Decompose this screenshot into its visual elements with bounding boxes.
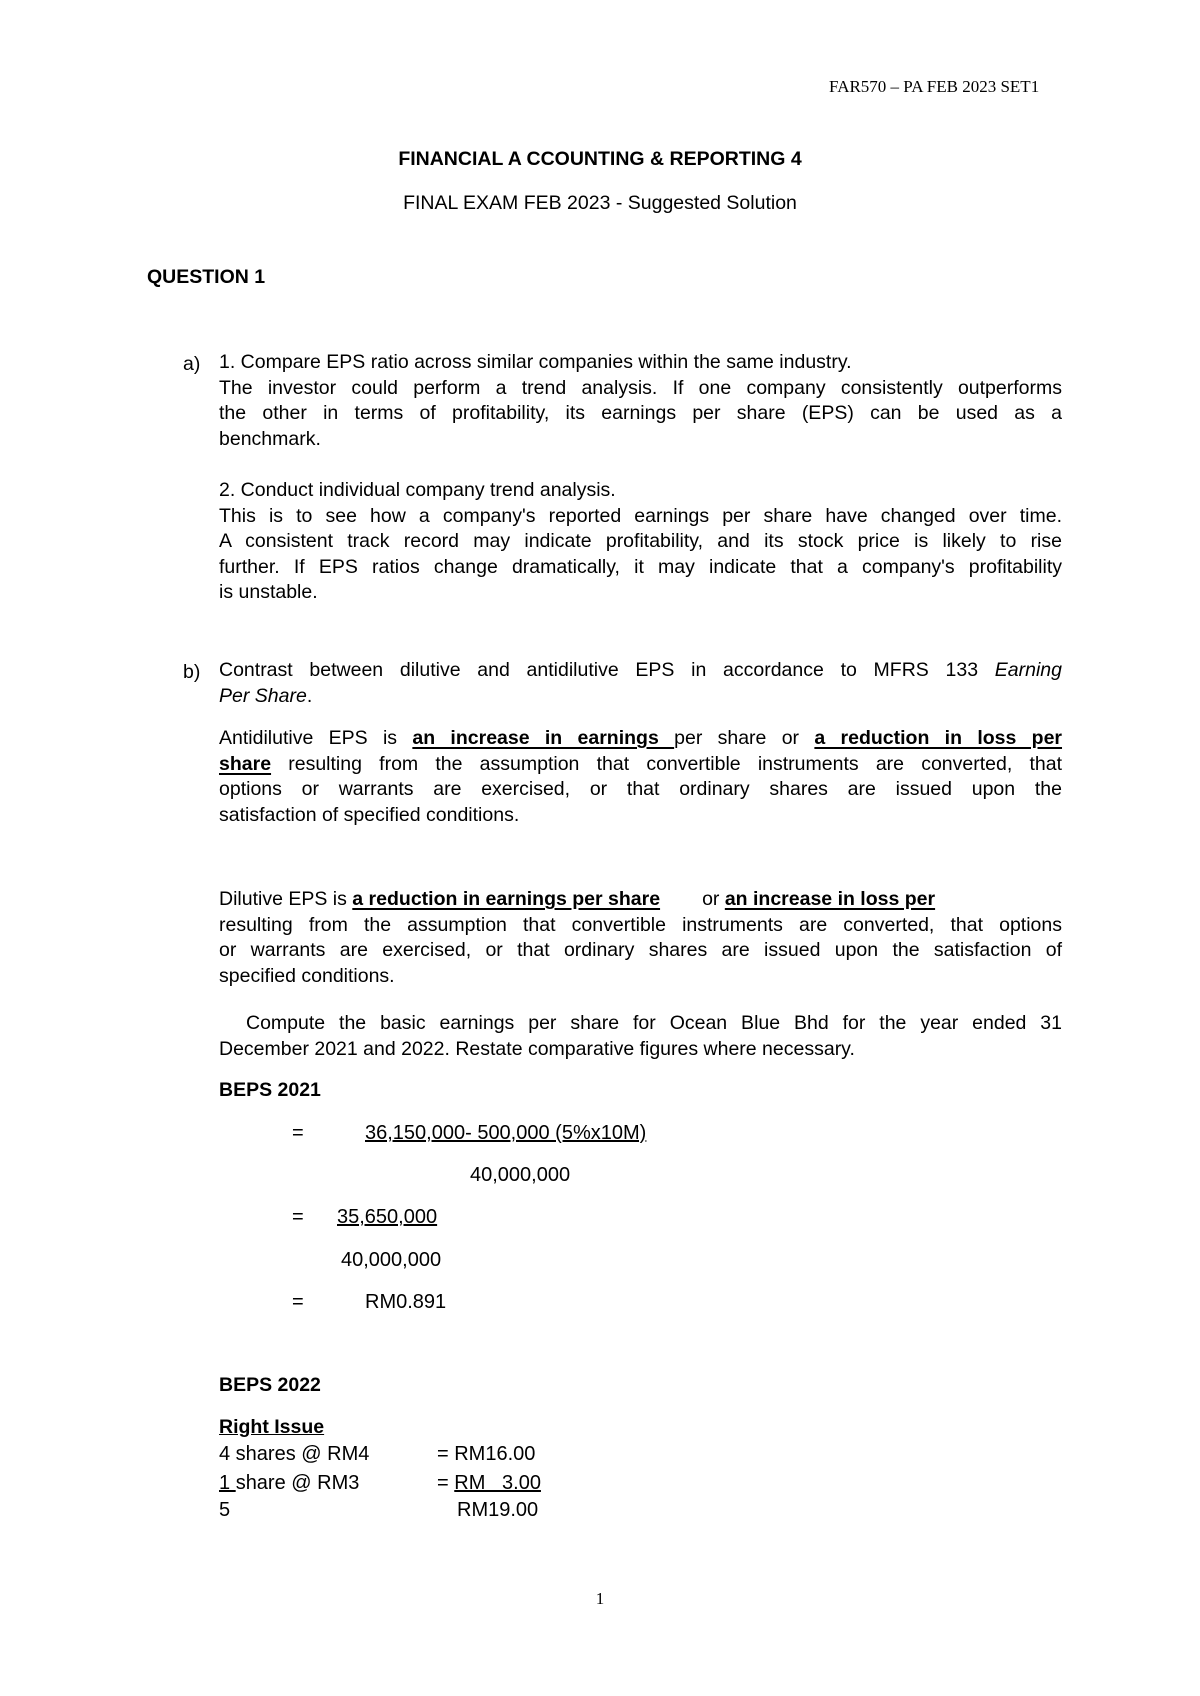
document-title: FINANCIAL A CCOUNTING & REPORTING 4 xyxy=(398,148,802,170)
right-issue-row-right: RM19.00 xyxy=(457,1499,539,1521)
point2-line: This is to see how a company's reported earnings per share have changed over time. xyxy=(219,504,1062,527)
part-b-intro-line xyxy=(219,658,1062,684)
point1-line: benchmark. xyxy=(219,427,321,450)
beps-2021-numerator-1: 36,150,000- 500,000 (5%x10M) xyxy=(365,1122,647,1144)
page-number: 1 xyxy=(595,1589,605,1608)
equals-sign: = xyxy=(292,1291,304,1313)
antidilutive-text: Antidilutive EPS is xyxy=(219,727,413,749)
antidilutive-text: resulting from the assumption that convertible instruments are converted, that xyxy=(271,752,1062,775)
right-issue-heading: Right Issue xyxy=(219,1416,325,1438)
beps-2021-denominator-1: 40,000,000 xyxy=(470,1164,571,1186)
beps-2021-numerator-2: 35,650,000 xyxy=(337,1206,438,1228)
course-code-header: FAR570 – PA FEB 2023 SET1 xyxy=(829,77,1040,96)
intro-italic-per-share: Per Share xyxy=(219,684,307,707)
antidilutive-text: per share or xyxy=(674,727,815,749)
point2-heading: 2. Conduct individual company trend analysis. xyxy=(219,479,616,501)
right-issue-row-left xyxy=(219,1470,359,1496)
part-b-intro-line2 xyxy=(219,684,1062,710)
antidilutive-line xyxy=(219,726,1062,752)
point2-line: is unstable. xyxy=(219,581,318,603)
right-issue-row-right: = RM16.00 xyxy=(437,1443,536,1465)
part-b-marker: b) xyxy=(183,661,201,683)
dilutive-line: specified conditions. xyxy=(219,964,395,987)
row-number: 1 xyxy=(219,1472,236,1494)
dilutive-text: Dilutive EPS is xyxy=(219,888,353,910)
part-c-instruction xyxy=(219,1011,1062,1062)
right-issue-row-left: 5 xyxy=(219,1499,231,1521)
antidilutive-definition xyxy=(219,726,1062,828)
intro-end: . xyxy=(306,684,313,707)
dilutive-line: resulting from the assumption that convertible instruments are converted, that options xyxy=(219,913,1062,936)
antidilutive-line xyxy=(219,752,1062,778)
row-text: share @ RM3 xyxy=(235,1472,360,1494)
antidilutive-line: options or warrants are exercised, or that ordinary shares are issued upon the xyxy=(219,778,1062,800)
equals-sign: = xyxy=(292,1206,304,1228)
part-c-line: December 2021 and 2022. Restate comparative figures where necessary. xyxy=(219,1037,855,1060)
dilutive-text: or xyxy=(702,888,725,910)
beps-2022-heading: BEPS 2022 xyxy=(219,1374,321,1396)
dilutive-line xyxy=(219,887,1062,913)
row-eq: = xyxy=(437,1472,455,1494)
antidilutive-bold: a reduction in loss per xyxy=(814,727,1063,749)
intro-text: Contrast between dilutive and antidilutive EPS in accordance to MFRS 133 xyxy=(219,659,995,681)
beps-2021-denominator-2: 40,000,000 xyxy=(341,1249,442,1271)
part-a-point1 xyxy=(219,350,1062,452)
beps-2021-result: RM0.891 xyxy=(365,1291,447,1313)
point1-line: The investor could perform a trend analysis. If one company consistently outperforms xyxy=(219,376,1062,399)
beps-2021-heading: BEPS 2021 xyxy=(219,1079,321,1101)
antidilutive-bold: an increase in earnings xyxy=(412,727,675,749)
point2-line: further. If EPS ratios change dramatically, it may indicate that a company's profitability xyxy=(219,555,1062,578)
point1-heading: 1. Compare EPS ratio across similar companies within the same industry. xyxy=(219,351,852,373)
right-issue-row-left: 4 shares @ RM4 xyxy=(219,1443,370,1465)
equals-sign: = xyxy=(292,1122,304,1144)
dilutive-definition xyxy=(219,887,1062,989)
point1-line: the other in terms of profitability, its earnings per share (EPS) can be used as a xyxy=(219,402,1062,424)
part-b-intro xyxy=(219,658,1062,709)
part-a-marker: a) xyxy=(183,353,201,375)
right-issue-row-right xyxy=(437,1470,541,1496)
question-label: QUESTION 1 xyxy=(147,266,266,288)
dilutive-bold: a reduction in earnings per share xyxy=(352,888,661,910)
intro-italic-earning: Earning xyxy=(994,659,1062,681)
dilutive-bold: an increase in loss per xyxy=(724,888,936,910)
dilutive-line: or warrants are exercised, or that ordinary shares are issued upon the satisfaction of xyxy=(219,939,1062,961)
document-subtitle: FINAL EXAM FEB 2023 - Suggested Solution xyxy=(403,192,797,214)
part-a-point2 xyxy=(219,478,1062,606)
point2-line: A consistent track record may indicate profitability, and its stock price is likely to rise xyxy=(219,530,1062,552)
row-amount: RM 3.00 xyxy=(454,1472,541,1494)
antidilutive-line: satisfaction of specified conditions. xyxy=(219,803,520,826)
antidilutive-bold: share xyxy=(219,752,272,775)
part-c-line: Compute the basic earnings per share for Ocean Blue Bhd for the year ended 31 xyxy=(246,1012,1062,1034)
